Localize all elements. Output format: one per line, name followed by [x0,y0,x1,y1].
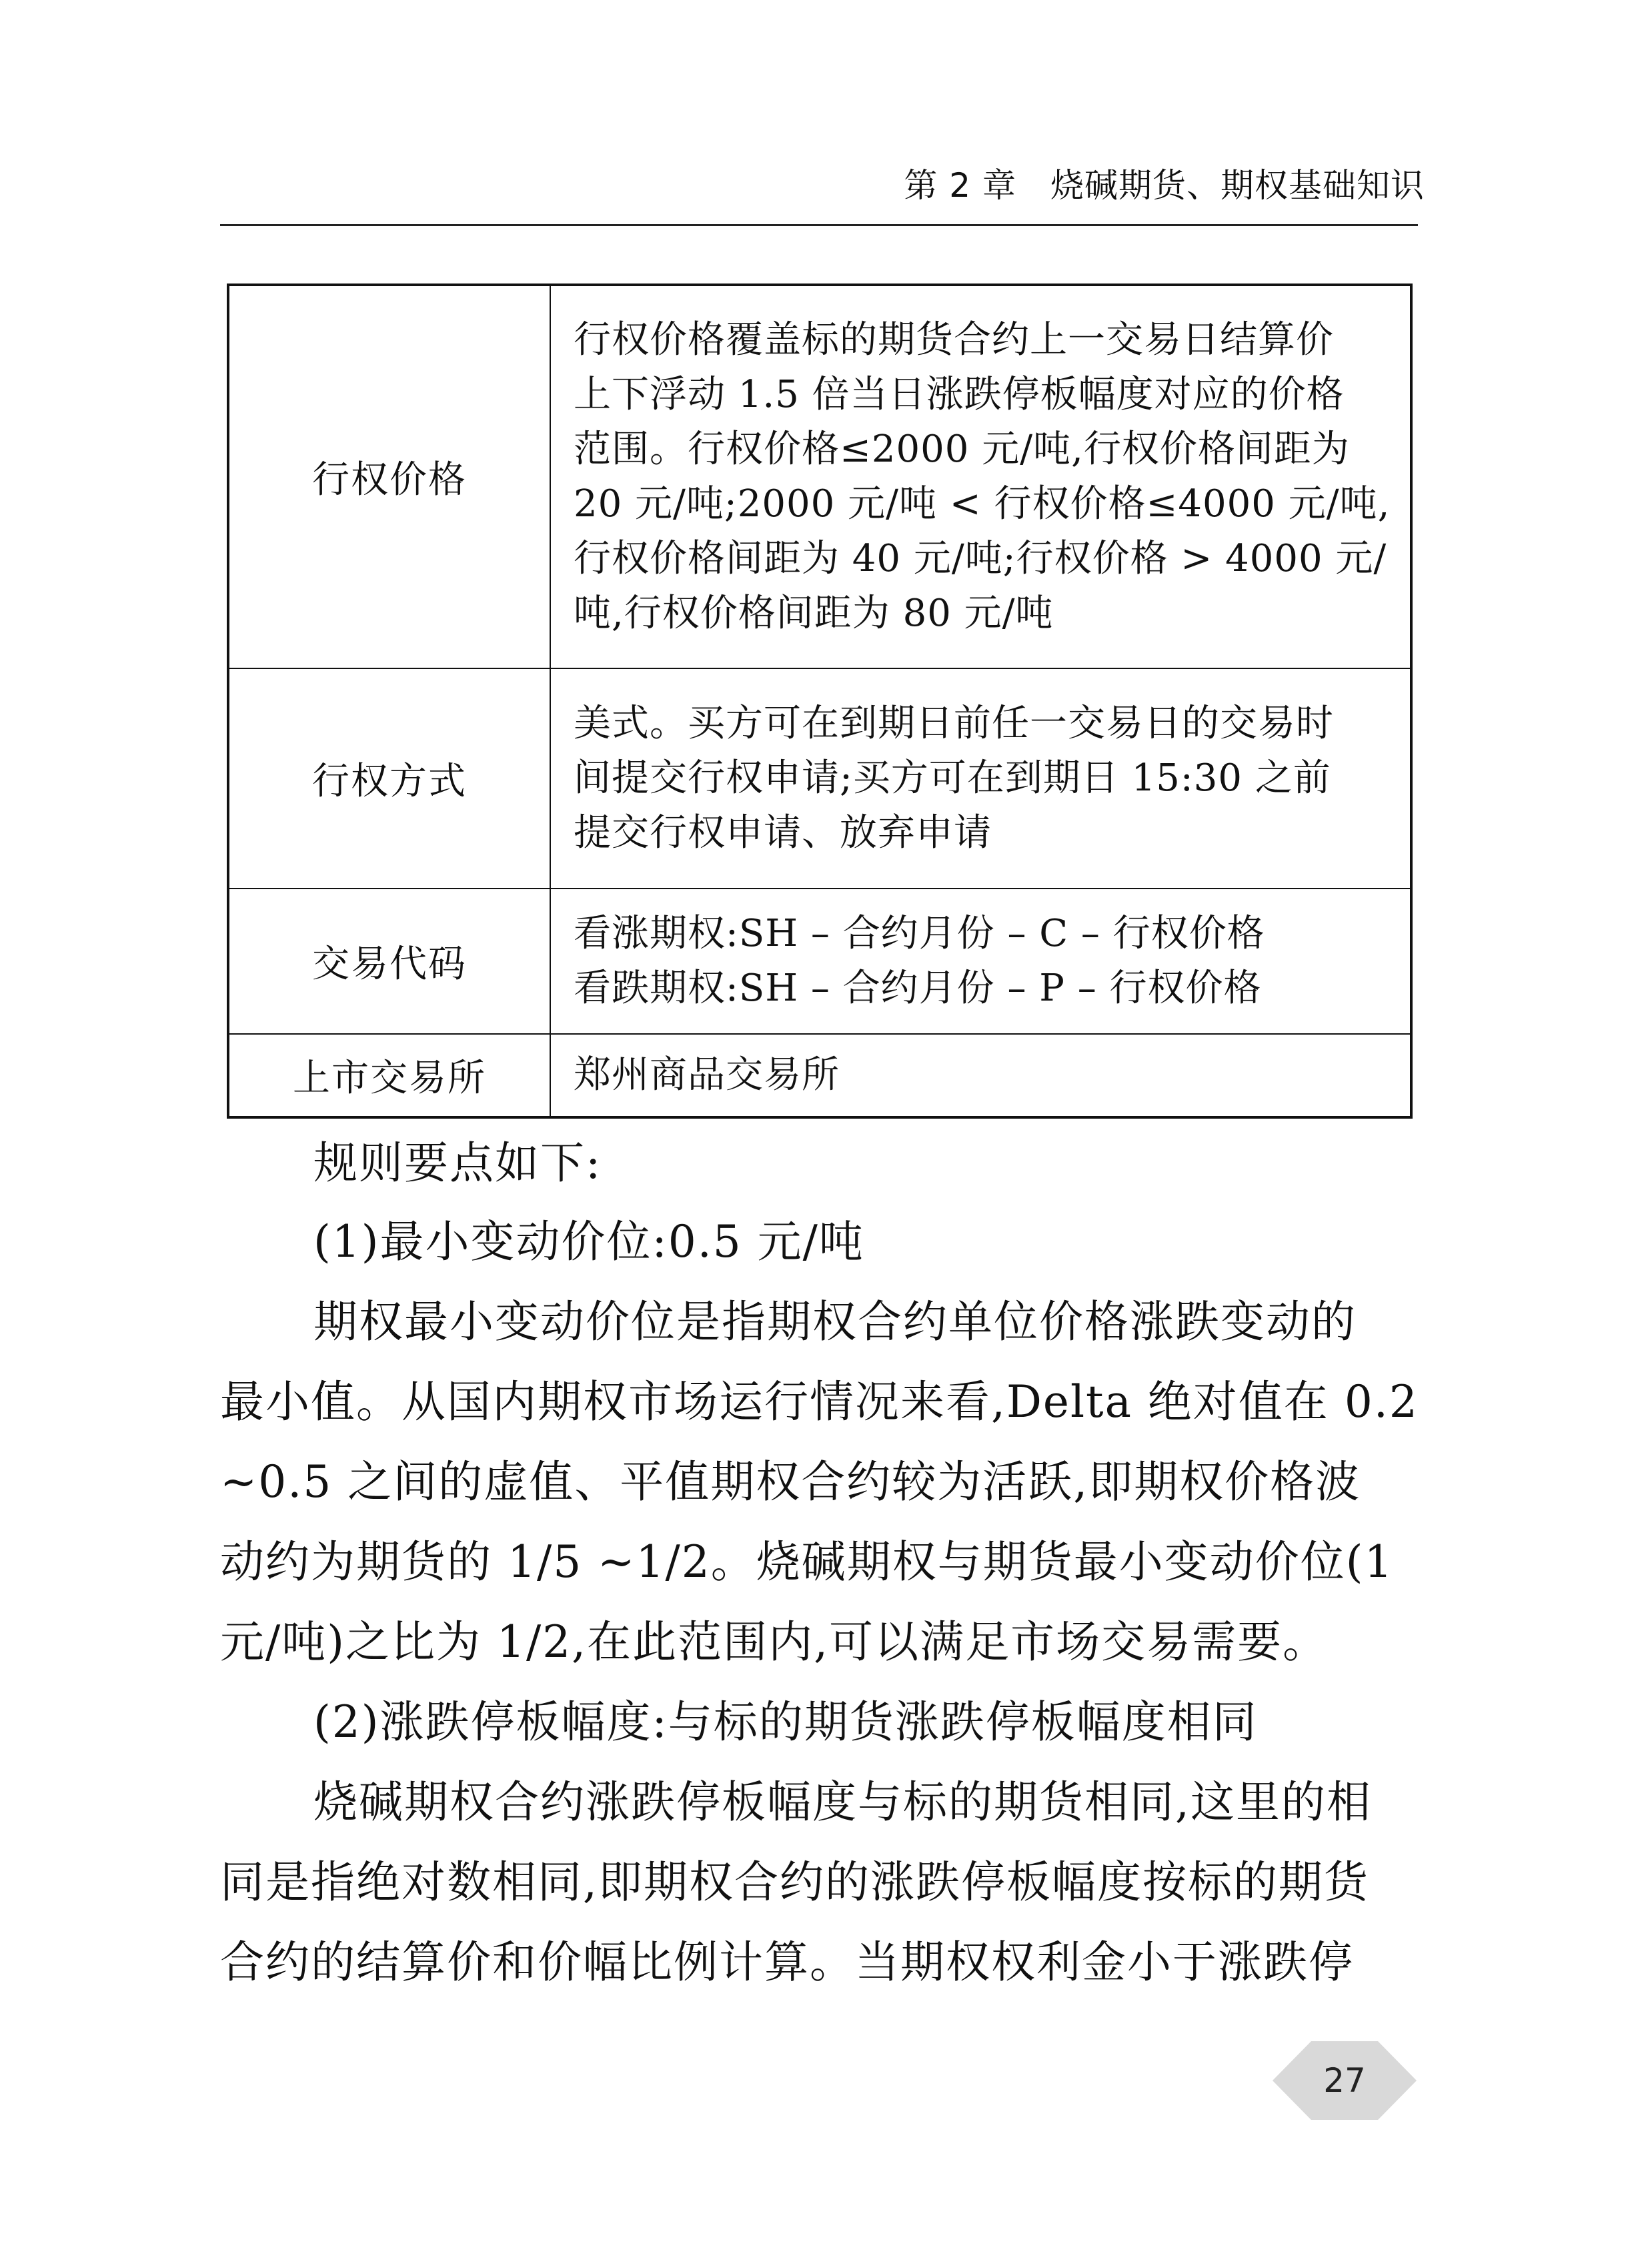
table-row [228,889,1411,1034]
paragraph-line: 动约为期货的 1/5 ~1/2。烧碱期权与期货最小变动价位(1 [220,1536,1394,1588]
content-line: 行权价格覆盖标的期货合约上一交易日结算价 [574,318,1334,362]
section-heading-1: (1)最小变动价位:0.5 元/吨 [313,1216,864,1267]
running-header: 第 2 章 烧碱期货、期权基础知识 [904,166,1425,205]
row-content [550,889,1411,1034]
table-row [228,1034,1411,1117]
paragraph-line: 元/吨)之比为 1/2,在此范围内,可以满足市场交易需要。 [220,1616,1329,1668]
page-number-badge [1273,2041,1417,2120]
row-content [550,285,1411,668]
paragraph-intro: 规则要点如下: [313,1137,602,1189]
section-heading-2: (2)涨跌停板幅度:与标的期货涨跌停板幅度相同 [313,1696,1258,1748]
table-row [228,668,1411,889]
row-content [550,668,1411,889]
content-line: 美式。买方可在到期日前任一交易日的交易时 [574,702,1334,745]
row-label: 行权价格 [228,285,550,668]
paragraph-line: 同是指绝对数相同,即期权合约的涨跌停板幅度按标的期货 [220,1856,1369,1908]
table-row [228,285,1411,668]
paragraph-line: 最小值。从国内期权市场运行情况来看,Delta 绝对值在 0.2 [220,1376,1419,1428]
content-line: 间提交行权申请;买方可在到期日 15:30 之前 [574,756,1331,800]
content-line: 提交行权申请、放弃申请 [574,811,992,855]
row-label: 上市交易所 [228,1034,550,1117]
paragraph-line: 期权最小变动价位是指期权合约单位价格涨跌变动的 [313,1296,1357,1347]
content-line: 20 元/吨;2000 元/吨 < 行权价格≤4000 元/吨, [574,482,1391,526]
content-line: 范围。行权价格≤2000 元/吨,行权价格间距为 [574,428,1350,471]
content-line: 看跌期权:SH – 合约月份 – P – 行权价格 [574,967,1262,1010]
header-rule [220,224,1418,226]
paragraph-line: ~0.5 之间的虚值、平值期权合约较为活跃,即期权价格波 [220,1456,1361,1508]
row-content [550,1034,1411,1117]
page-number: 27 [1323,2061,1366,2100]
content-line: 行权价格间距为 40 元/吨;行权价格 > 4000 元/ [574,537,1387,580]
content-line: 上下浮动 1.5 倍当日涨跌停板幅度对应的价格 [574,373,1345,416]
content-line: 吨,行权价格间距为 80 元/吨 [574,592,1054,635]
content-line: 郑州商品交易所 [574,1053,840,1097]
content-line: 看涨期权:SH – 合约月份 – C – 行权价格 [574,912,1265,955]
row-label: 交易代码 [228,889,550,1034]
contract-spec-table [227,284,1413,1119]
row-label: 行权方式 [228,668,550,889]
paragraph-line: 烧碱期权合约涨跌停板幅度与标的期货相同,这里的相 [313,1776,1372,1828]
paragraph-line: 合约的结算价和价幅比例计算。当期权权利金小于涨跌停 [220,1936,1354,1988]
